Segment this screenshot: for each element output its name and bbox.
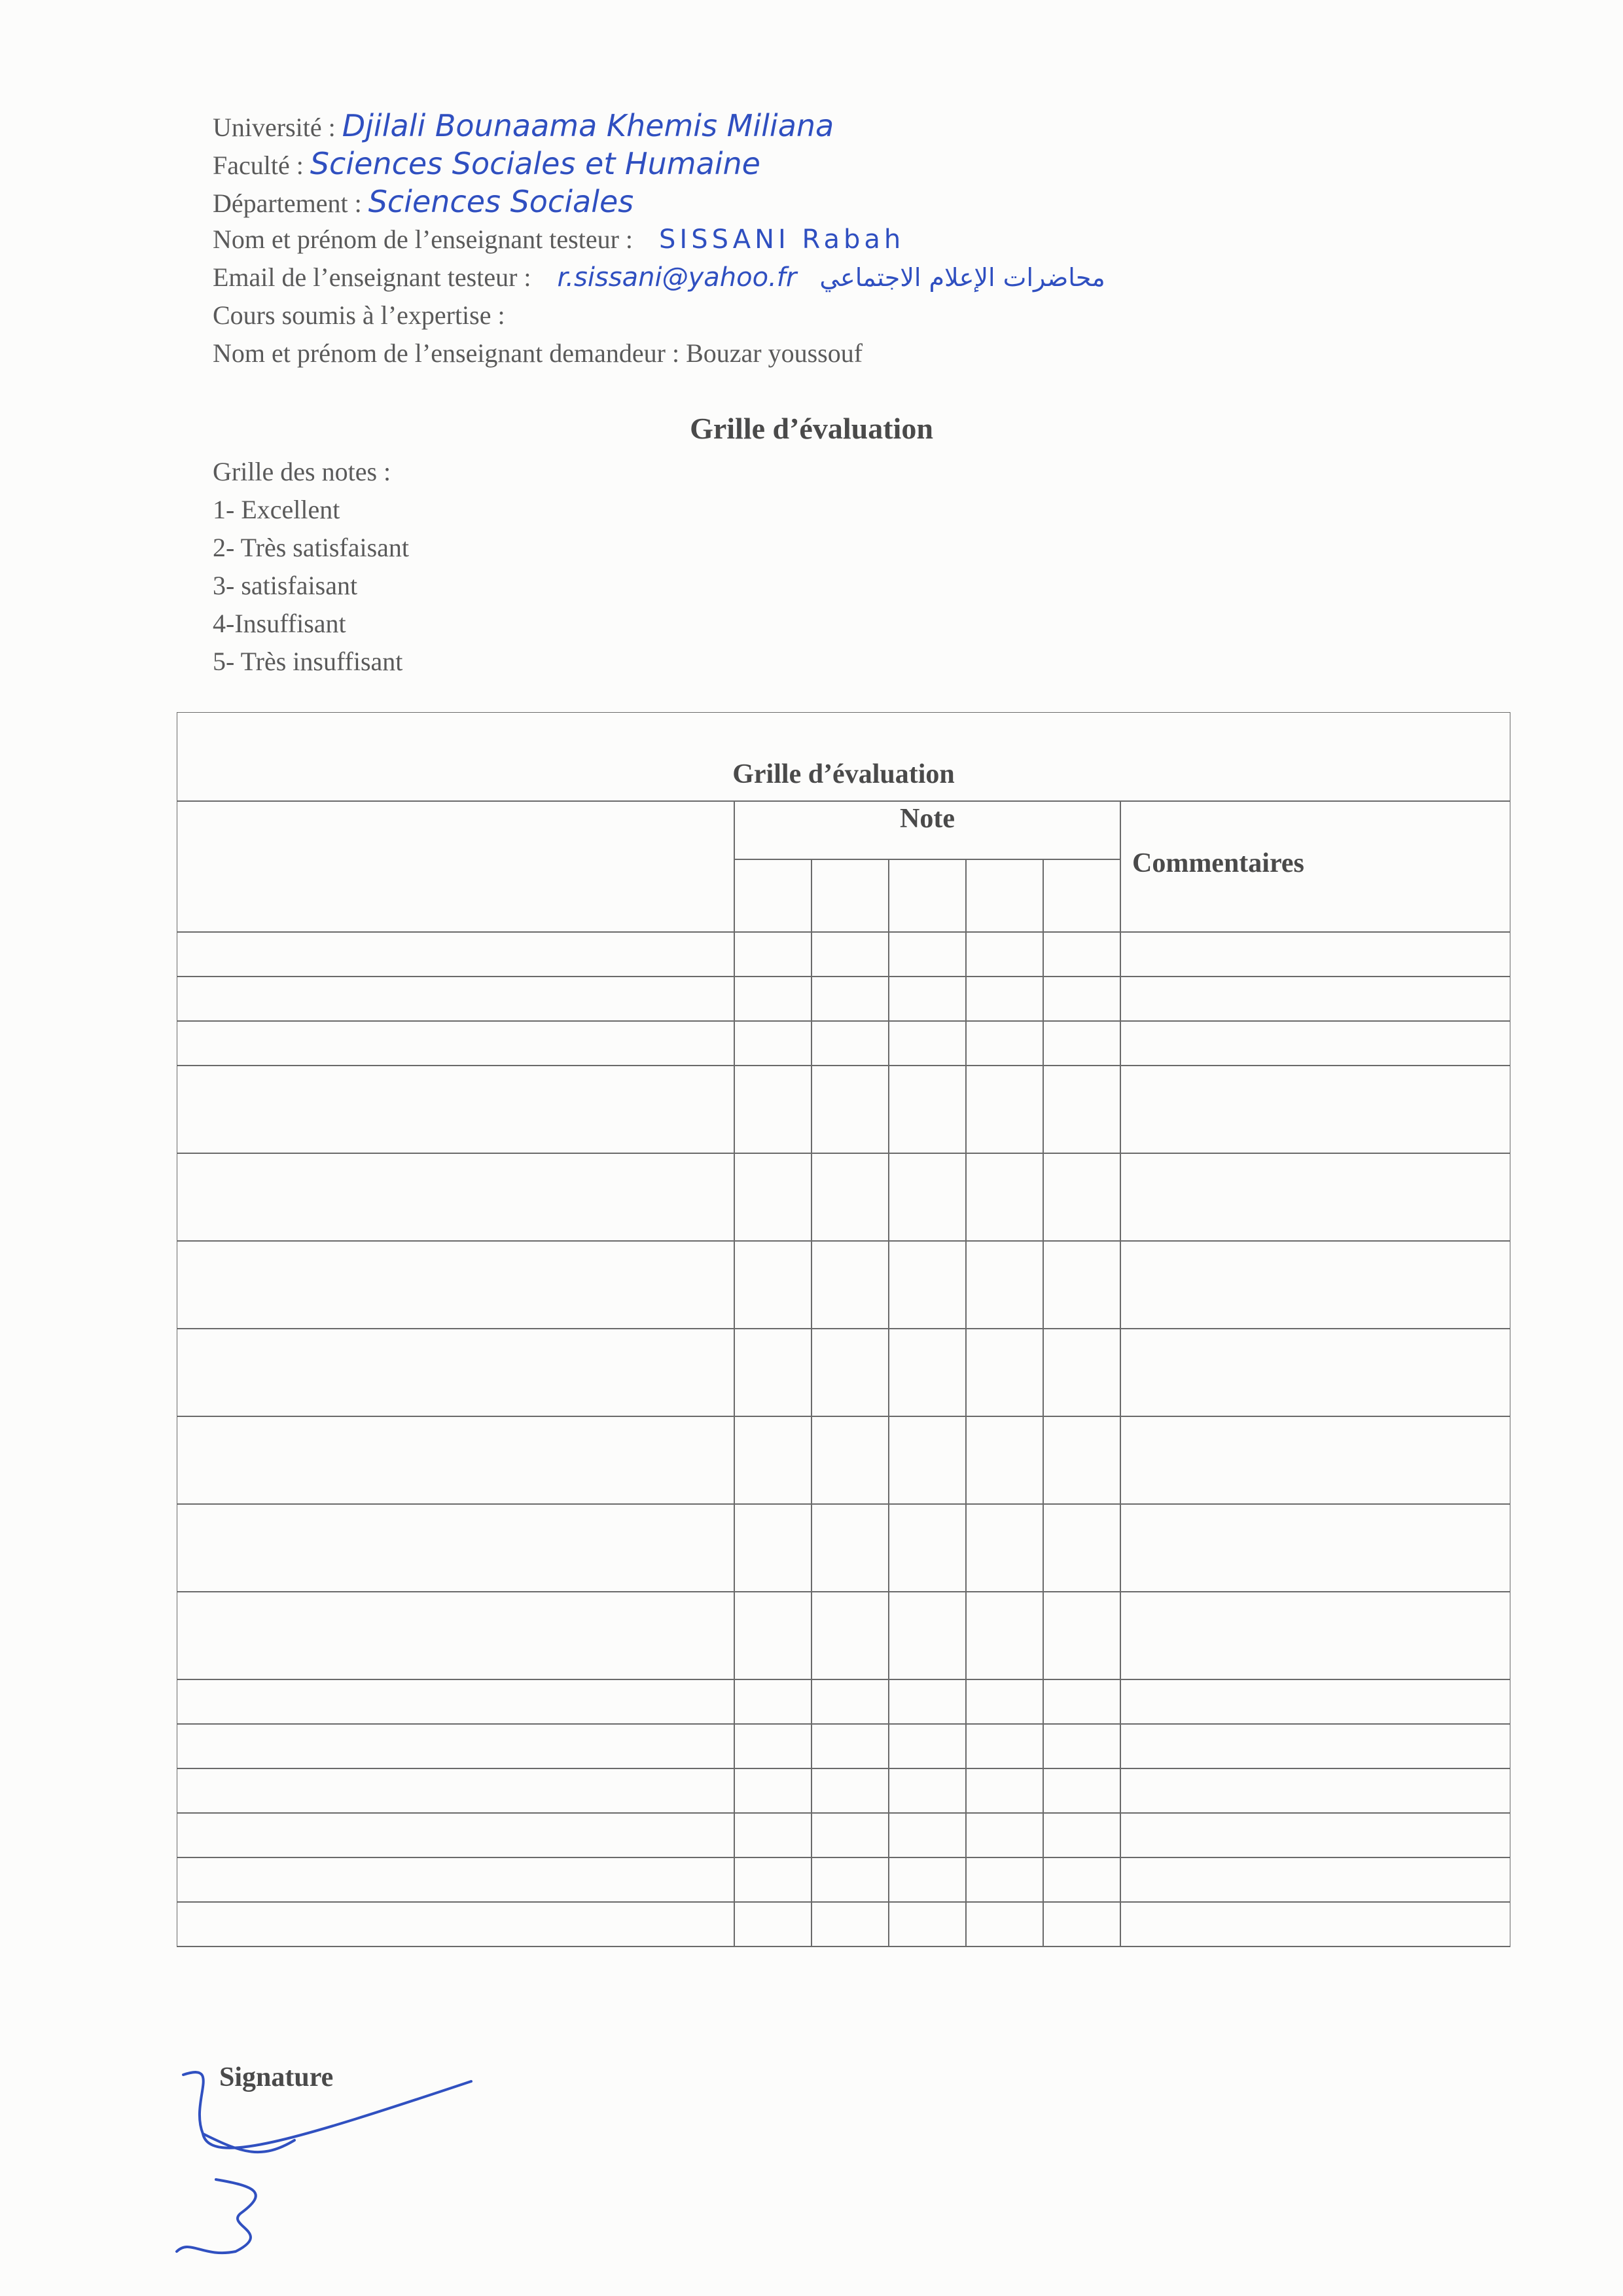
tester-email-line (213, 259, 1105, 296)
page-title: Grille d’évaluation (690, 412, 933, 445)
university-line (213, 107, 834, 147)
requester-line (213, 334, 863, 372)
signature-label: Signature (219, 2062, 334, 2092)
tester-name-value: SISSANI Rabah (659, 224, 905, 255)
tester-email-label: Email de l’enseignant testeur : (213, 262, 531, 292)
department-label: Département : (213, 188, 362, 218)
course-label: Cours soumis à l’expertise : (213, 300, 505, 330)
faculty-value: Sciences Sociales et Humaine (310, 146, 760, 181)
tester-email-value: r.sissani@yahoo.fr (557, 262, 797, 293)
signature-scribble (164, 2055, 504, 2265)
legend-heading: Grille des notes : (213, 457, 391, 486)
legend-item: 4-Insuffisant (213, 609, 346, 638)
legend-item: 1- Excellent (213, 495, 340, 524)
university-label: Université : (213, 113, 336, 142)
department-line (213, 183, 633, 223)
faculty-line (213, 145, 760, 185)
evaluation-table (177, 712, 1510, 1995)
legend-item: 5- Très insuffisant (213, 647, 403, 676)
tester-name-line (213, 221, 904, 259)
legend-item: 2- Très satisfaisant (213, 533, 409, 562)
university-value: Djilali Bounaama Khemis Miliana (342, 108, 834, 143)
comments-header: Commentaires (1132, 848, 1304, 878)
department-value: Sciences Sociales (368, 184, 634, 219)
faculty-label: Faculté : (213, 151, 304, 180)
course-line (213, 296, 505, 334)
table-grid-lines (177, 712, 1510, 1948)
tester-email-extra: محاضرات الإعلام الاجتماعي (819, 263, 1105, 292)
legend-item: 3- satisfaisant (213, 571, 358, 600)
table-title: Grille d’évaluation (732, 759, 955, 789)
tester-name-label: Nom et prénom de l’enseignant testeur : (213, 224, 633, 254)
note-header: Note (900, 804, 955, 834)
requester-label: Nom et prénom de l’enseignant demandeur : Bouzar youssouf (213, 338, 863, 368)
